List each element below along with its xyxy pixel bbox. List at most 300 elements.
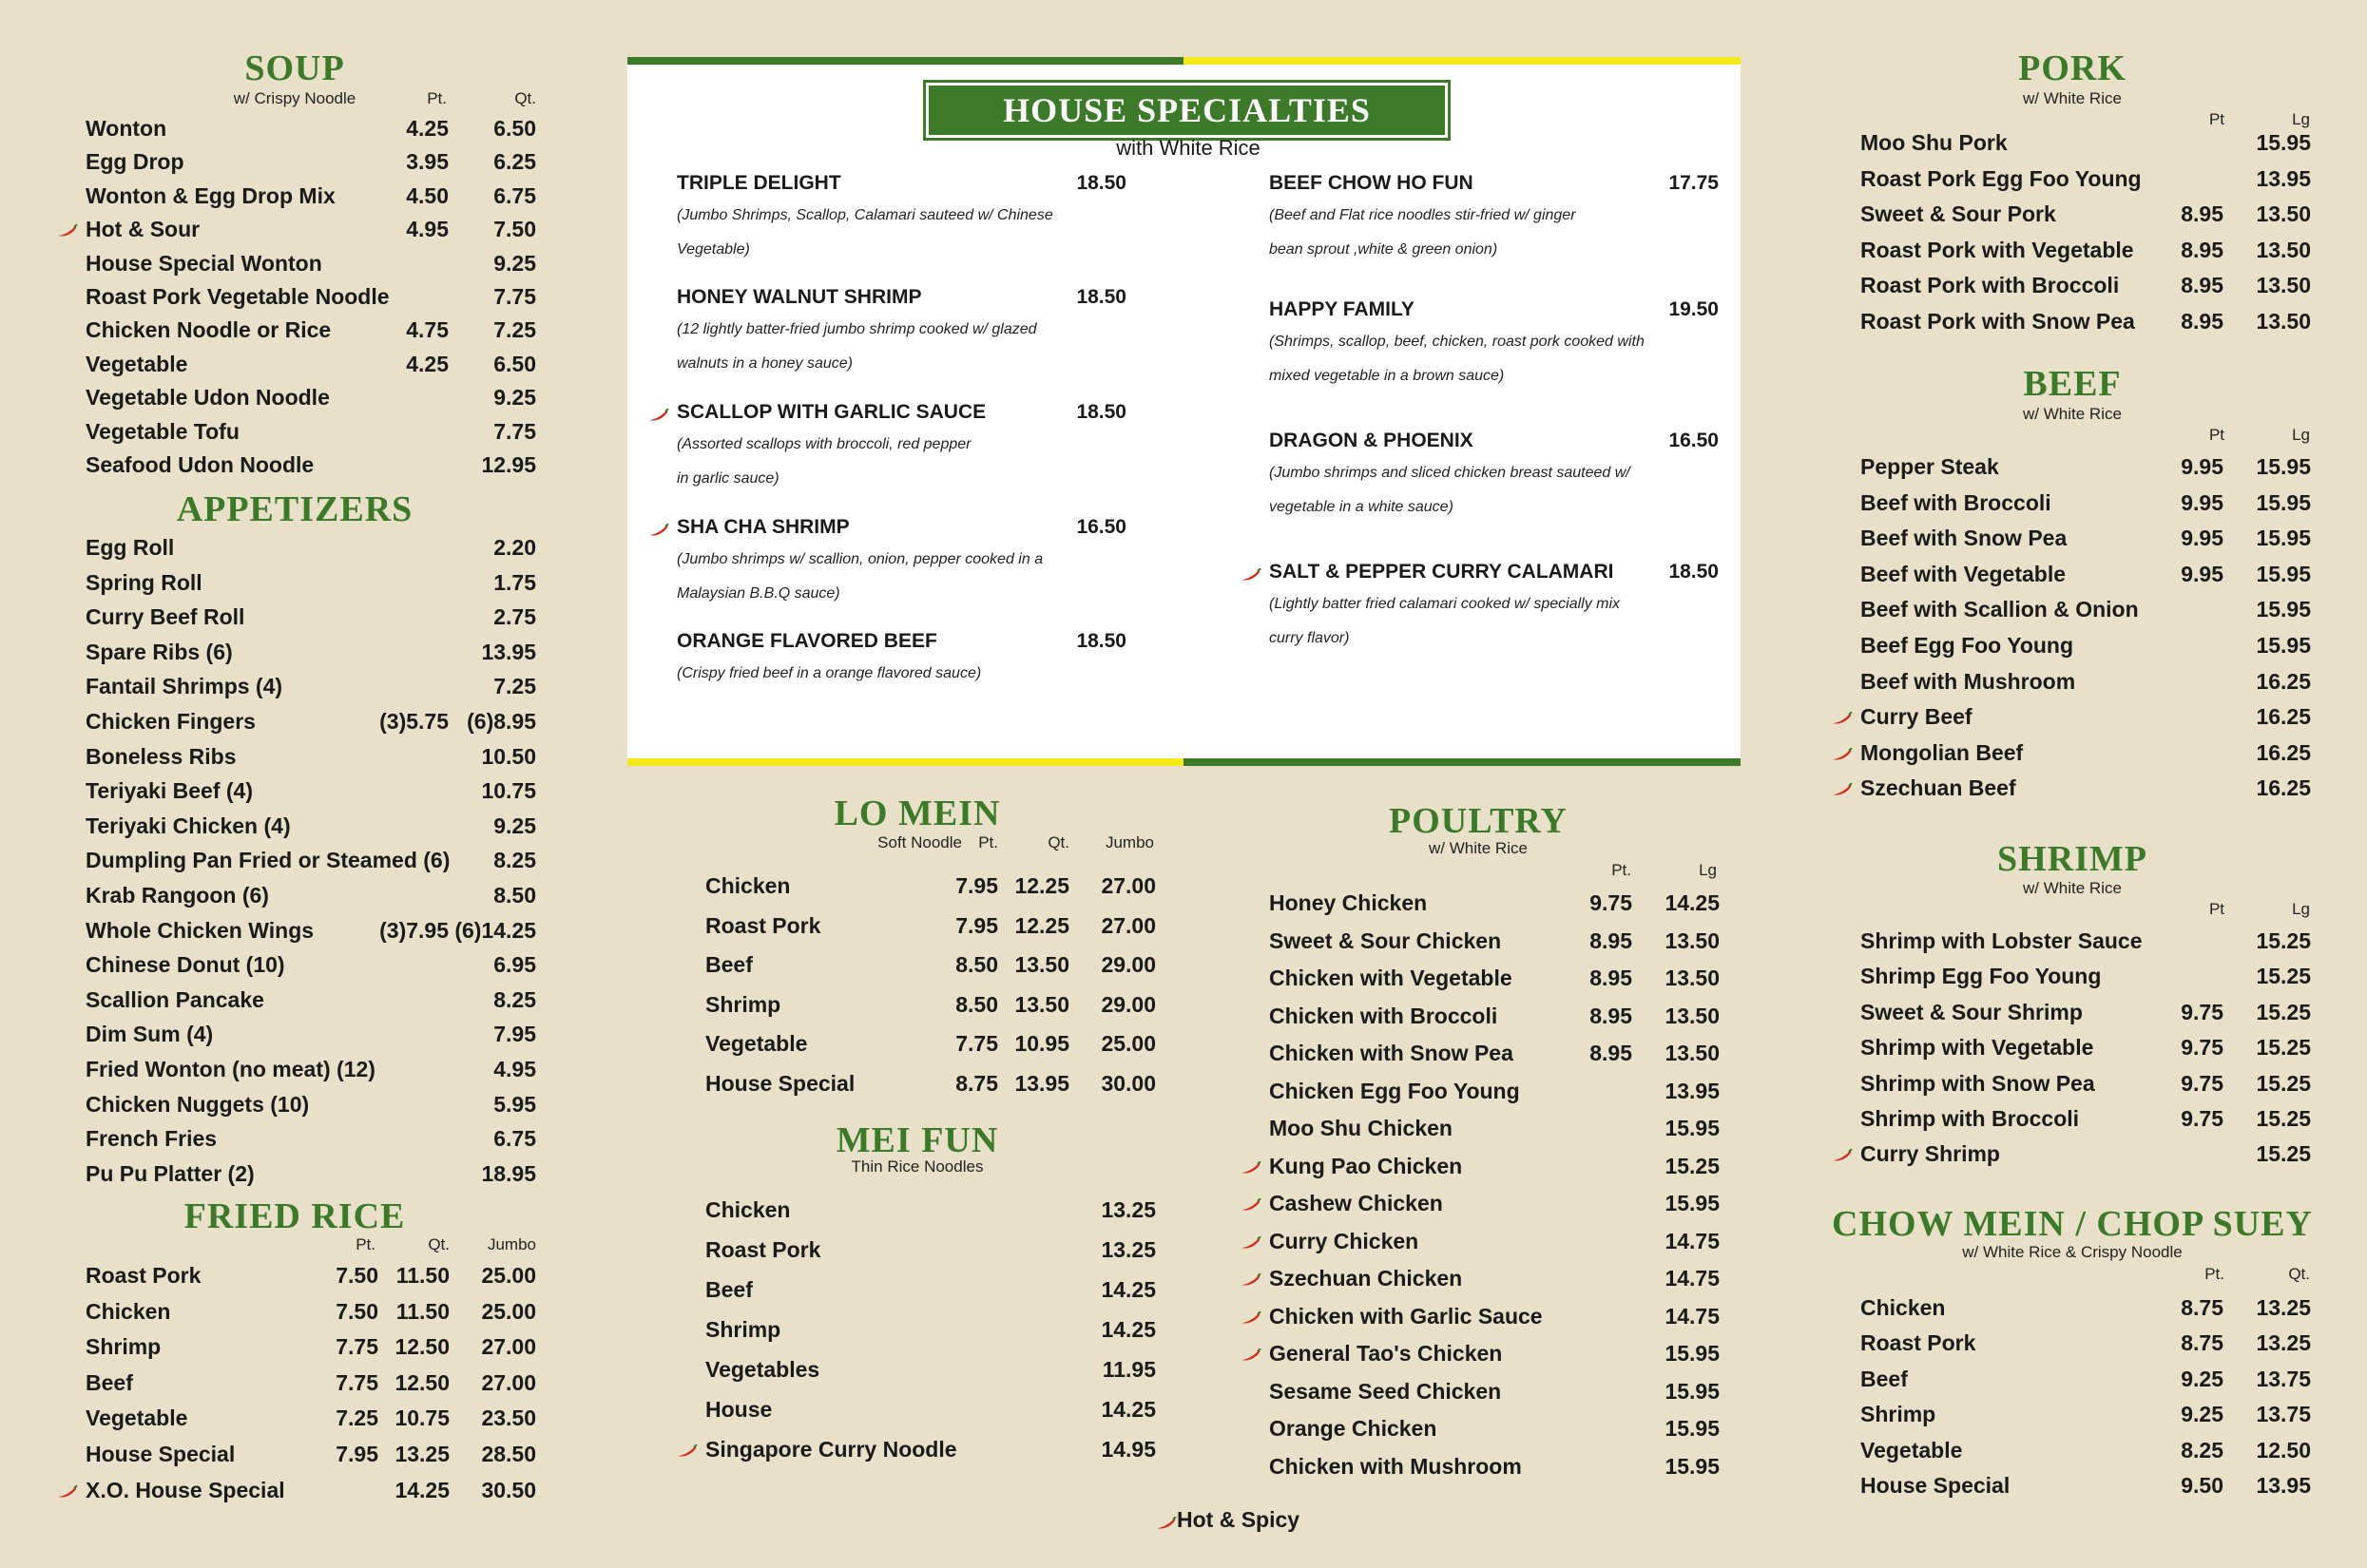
item-name: Vegetables — [705, 1357, 820, 1382]
item-name: Chicken Fingers — [86, 709, 256, 734]
specialty-description: (Jumbo Shrimps, Scallop, Calamari sauteed w/ Chinese — [677, 207, 1053, 223]
item-price: 14.75 — [1665, 1266, 1720, 1291]
item-price: 12.95 — [481, 452, 536, 477]
item-price: 15.25 — [2256, 1141, 2311, 1167]
item-price: 23.50 — [481, 1405, 536, 1431]
item-price: 9.95 — [2181, 454, 2223, 479]
item-name: Scallion Pancake — [86, 986, 264, 1012]
item-price: 29.00 — [1101, 952, 1156, 978]
beef-item — [1860, 740, 2311, 773]
item-price: 4.95 — [406, 217, 449, 242]
item-price: 13.95 — [1014, 1071, 1069, 1096]
item-price: 13.50 — [2256, 308, 2311, 334]
item-name: Wonton — [86, 116, 167, 141]
specialty-price: 18.50 — [1076, 286, 1126, 308]
item-price: 12.50 — [2256, 1437, 2311, 1463]
specialty-name: HONEY WALNUT SHRIMP — [677, 286, 922, 308]
shrimp-item — [1860, 1035, 2311, 1067]
hs-bottom-bar-green — [1184, 758, 1741, 766]
item-price: 11.50 — [395, 1298, 450, 1324]
item-name: X.O. House Special — [86, 1477, 285, 1502]
hs-top-bar-green — [627, 57, 1184, 65]
item-price: 13.50 — [2256, 273, 2311, 297]
item-name: Beef with Snow Pea — [1860, 526, 2068, 551]
item-price: 9.95 — [2181, 489, 2223, 515]
item-name: Shrimp with Snow Pea — [1860, 1070, 2095, 1096]
item-price: 14.25 — [1101, 1397, 1156, 1422]
soup-item — [86, 251, 536, 283]
item-name: Sweet & Sour Pork — [1860, 201, 2056, 226]
mei-fun-item — [705, 1397, 1156, 1429]
fried-rice-col-jumbo: Jumbo — [487, 1235, 536, 1253]
appetizers-title: APPETIZERS — [176, 489, 414, 529]
mei-fun-title: MEI FUN — [836, 1120, 999, 1160]
item-price: 13.25 — [1101, 1237, 1156, 1262]
item-name: Chinese Donut (10) — [86, 952, 285, 978]
item-price: 9.50 — [2181, 1473, 2223, 1498]
chow-mein-col-qt: Qt. — [2288, 1265, 2310, 1283]
item-price: 6.50 — [493, 116, 536, 141]
item-price: 7.75 — [336, 1334, 378, 1360]
specialty-description: (Jumbo shrimps and sliced chicken breast sauteed w/ — [1269, 465, 1630, 481]
soup-item — [86, 452, 536, 485]
item-name: Vegetable Udon Noodle — [86, 385, 330, 411]
item-price: 15.95 — [2256, 489, 2311, 515]
item-name: Spring Roll — [86, 569, 202, 595]
item-name: Roast Pork — [86, 1263, 202, 1288]
item-price: 9.25 — [2181, 1402, 2223, 1427]
item-price: 15.95 — [2256, 561, 2311, 586]
item-price: 10.75 — [394, 1405, 450, 1431]
chow-mein-col-pt: Pt. — [2204, 1265, 2224, 1283]
item-price: 11.50 — [395, 1263, 450, 1288]
item-price: 8.25 — [493, 848, 536, 873]
poultry-item — [1269, 1416, 1720, 1448]
item-price: 5.95 — [493, 1091, 536, 1117]
specialty-name: SALT & PEPPER CURRY CALAMARI — [1269, 561, 1614, 583]
item-price: 25.00 — [481, 1298, 536, 1324]
item-price: 15.95 — [1665, 1378, 1720, 1404]
specialty-name: BEEF CHOW HO FUN — [1269, 172, 1473, 194]
item-name: Curry Beef — [1860, 704, 1972, 730]
item-name: Curry Shrimp — [1860, 1141, 2000, 1167]
item-price: 9.25 — [493, 813, 536, 838]
item-name: Sweet & Sour Shrimp — [1860, 999, 2083, 1024]
poultry-col-pt: Pt. — [1611, 861, 1631, 879]
poultry-item — [1269, 1191, 1720, 1223]
item-price: 9.25 — [493, 385, 536, 411]
chow-mein-item — [1860, 1402, 2311, 1434]
item-name: Vegetable — [86, 1405, 188, 1431]
pork-item — [1860, 130, 2311, 163]
item-name: Whole Chicken Wings — [86, 917, 315, 943]
item-price: 10.75 — [481, 778, 536, 804]
item-name: Chicken Nuggets (10) — [86, 1091, 310, 1117]
pork-item — [1860, 273, 2311, 305]
house-specialties-title: HOUSE SPECIALTIES — [923, 80, 1451, 141]
fried-rice-item — [86, 1370, 536, 1403]
soup-col-pt: Pt. — [427, 89, 447, 107]
specialty-item — [677, 172, 1126, 277]
item-price: 13.50 — [2256, 237, 2311, 262]
item-name: Vegetable — [1860, 1437, 1963, 1463]
item-price: 8.75 — [955, 1071, 998, 1096]
item-name: Pepper Steak — [1860, 454, 1999, 479]
item-name: House — [705, 1397, 773, 1422]
specialty-item — [677, 516, 1126, 621]
appetizer-item — [86, 674, 536, 706]
item-price: 13.50 — [1014, 952, 1069, 978]
item-price: 9.75 — [2181, 1035, 2223, 1061]
hs-top-bar-yellow — [1184, 57, 1741, 65]
lo-mein-title: LO MEIN — [834, 794, 1001, 833]
item-name: Roast Pork — [705, 1237, 821, 1262]
appetizer-item — [86, 848, 536, 880]
item-name: Orange Chicken — [1269, 1416, 1437, 1441]
specialty-price: 18.50 — [1076, 630, 1126, 652]
item-price: 7.75 — [493, 418, 536, 444]
item-price: 8.75 — [2181, 1295, 2223, 1320]
item-name: Spare Ribs (6) — [86, 639, 233, 664]
specialty-item — [1269, 298, 1719, 403]
item-name: Shrimp with Broccoli — [1860, 1106, 2080, 1131]
fried-rice-item — [86, 1299, 536, 1331]
item-price: 14.75 — [1665, 1228, 1720, 1253]
specialty-description: in garlic sauce) — [677, 470, 779, 487]
beef-item — [1860, 633, 2311, 665]
chili-pepper-icon — [1241, 1311, 1261, 1325]
item-price: 13.25 — [2256, 1330, 2311, 1356]
item-name: Beef with Mushroom — [1860, 668, 2076, 694]
specialty-price: 18.50 — [1668, 561, 1719, 583]
item-price: 27.00 — [481, 1334, 536, 1360]
item-price: 9.95 — [2181, 561, 2223, 586]
item-price: 7.75 — [955, 1031, 998, 1057]
chili-pepper-icon — [1241, 1348, 1261, 1362]
item-name: Curry Beef Roll — [86, 604, 245, 630]
appetizer-item — [86, 604, 536, 637]
item-name: Wonton & Egg Drop Mix — [86, 182, 336, 208]
chili-pepper-icon — [1832, 748, 1853, 761]
lo-mein-col-qt: Qt. — [1048, 833, 1069, 851]
item-price: 9.75 — [1589, 890, 1632, 915]
item-price: 12.50 — [394, 1334, 450, 1360]
specialty-description: Vegetable) — [677, 241, 750, 258]
fried-rice-item — [86, 1442, 536, 1474]
item-price: 15.25 — [2256, 964, 2311, 989]
beef-col-pt: Pt — [2208, 426, 2224, 444]
item-price: 7.95 — [493, 1022, 536, 1047]
appetizer-item — [86, 987, 536, 1020]
appetizer-item — [86, 883, 536, 915]
item-price: 8.95 — [1589, 927, 1632, 953]
specialty-name: SCALLOP WITH GARLIC SAUCE — [677, 401, 987, 423]
lo-mein-item — [705, 913, 1156, 946]
item-name: Chicken — [1860, 1295, 1946, 1320]
shrimp-item — [1860, 964, 2311, 996]
hot-spicy-legend: Hot & Spicy — [1177, 1507, 1300, 1532]
item-name: Roast Pork with Broccoli — [1860, 273, 2120, 297]
fried-rice-title: FRIED RICE — [183, 1196, 406, 1236]
item-name: Sweet & Sour Chicken — [1269, 927, 1502, 953]
lo-mein-col-jumbo: Jumbo — [1105, 833, 1154, 851]
item-name: French Fries — [86, 1126, 218, 1152]
item-name: Krab Rangoon (6) — [86, 883, 269, 908]
beef-title: BEEF — [2023, 364, 2122, 404]
item-name: Shrimp — [705, 1317, 781, 1342]
item-price: 15.95 — [2256, 526, 2311, 551]
item-name: Chicken with Vegetable — [1269, 966, 1512, 990]
item-name: Szechuan Beef — [1860, 775, 2016, 801]
lo-mein-item — [705, 1031, 1156, 1063]
poultry-item — [1269, 1341, 1720, 1373]
item-name: Vegetable — [86, 351, 188, 376]
chili-pepper-icon — [57, 224, 78, 238]
lo-mein-subtitle: Soft Noodle — [877, 833, 962, 851]
item-price: 15.25 — [2256, 999, 2311, 1024]
poultry-item — [1269, 1154, 1720, 1186]
mei-fun-subtitle: Thin Rice Noodles — [851, 1157, 984, 1176]
item-price: 13.50 — [2256, 201, 2311, 226]
item-price: 30.50 — [481, 1477, 536, 1502]
item-price: 14.25 — [1101, 1317, 1156, 1342]
poultry-item — [1269, 1004, 1720, 1036]
item-name: Boneless Ribs — [86, 743, 237, 769]
chili-pepper-icon — [1241, 568, 1261, 582]
chow-mein-item — [1860, 1295, 2311, 1328]
fried-rice-item — [86, 1334, 536, 1367]
specialty-name: DRAGON & PHOENIX — [1269, 430, 1473, 451]
item-price: 10.95 — [1014, 1031, 1069, 1057]
chili-pepper-icon — [648, 524, 669, 537]
item-price: (3)7.95 — [379, 917, 449, 943]
pork-subtitle: w/ White Rice — [2023, 89, 2122, 107]
item-name: Teriyaki Chicken (4) — [86, 813, 291, 838]
poultry-item — [1269, 928, 1720, 961]
mei-fun-item — [705, 1237, 1156, 1270]
item-price: 8.95 — [1589, 1041, 1632, 1065]
item-name: Beef — [705, 952, 753, 978]
item-price: 4.50 — [406, 182, 449, 208]
soup-item — [86, 284, 536, 316]
item-name: Beef — [86, 1369, 133, 1395]
pork-item — [1860, 166, 2311, 199]
chili-pepper-icon — [1241, 1236, 1261, 1250]
specialty-name: ORANGE FLAVORED BEEF — [677, 630, 937, 652]
item-name: Teriyaki Beef (4) — [86, 778, 253, 804]
specialty-description: (Beef and Flat rice noodles stir-fried w/ ginger — [1269, 207, 1576, 223]
item-price: 9.75 — [2181, 1070, 2223, 1096]
item-price: 13.95 — [2256, 1473, 2311, 1498]
item-name: Chicken — [705, 873, 791, 898]
item-price: 15.95 — [1665, 1116, 1720, 1140]
item-price: 15.25 — [2256, 1106, 2311, 1131]
chili-pepper-icon — [1241, 1198, 1261, 1212]
item-price: 6.75 — [493, 182, 536, 208]
item-price: 8.75 — [2181, 1330, 2223, 1356]
item-price: (6)8.95 — [467, 709, 536, 734]
specialty-description: (Assorted scallops with broccoli, red pepper — [677, 436, 972, 452]
item-name: Roast Pork Vegetable Noodle — [86, 284, 390, 309]
beef-item — [1860, 597, 2311, 629]
specialty-description: curry flavor) — [1269, 630, 1350, 646]
item-price: 27.00 — [481, 1369, 536, 1395]
shrimp-item — [1860, 1141, 2311, 1174]
item-name: Fried Wonton (no meat) (12) — [86, 1057, 375, 1081]
item-price: 13.95 — [481, 639, 536, 664]
specialty-description: Malaysian B.B.Q sauce) — [677, 585, 840, 602]
item-name: Singapore Curry Noodle — [705, 1437, 957, 1462]
item-price: 4.25 — [406, 116, 449, 141]
beef-item — [1860, 775, 2311, 808]
item-price: 6.50 — [493, 351, 536, 376]
soup-subtitle: w/ Crispy Noodle — [233, 89, 356, 107]
soup-item — [86, 116, 536, 148]
hs-bottom-bar-yellow — [627, 758, 1184, 766]
item-price: 9.75 — [2181, 1106, 2223, 1131]
item-price: 9.25 — [2181, 1366, 2223, 1391]
shrimp-item — [1860, 1000, 2311, 1032]
item-price: 7.95 — [955, 873, 998, 898]
item-name: Seafood Udon Noodle — [86, 452, 315, 477]
item-price: 4.75 — [406, 317, 449, 343]
poultry-item — [1269, 1266, 1720, 1298]
shrimp-item — [1860, 928, 2311, 961]
item-name: Moo Shu Pork — [1860, 130, 2008, 155]
item-name: Chicken — [705, 1197, 791, 1222]
mei-fun-item — [705, 1277, 1156, 1310]
chili-pepper-icon — [677, 1444, 698, 1458]
specialty-description: (12 lightly batter-fried jumbo shrimp cooked w/ glazed — [677, 321, 1037, 337]
item-name: General Tao's Chicken — [1269, 1341, 1503, 1366]
soup-title: SOUP — [244, 48, 345, 88]
item-price: 1.75 — [493, 569, 536, 595]
item-name: Egg Drop — [86, 149, 184, 175]
specialty-price: 16.50 — [1668, 430, 1719, 451]
item-name: Chicken Noodle or Rice — [86, 317, 332, 343]
item-price: 14.25 — [1101, 1277, 1156, 1302]
poultry-item — [1269, 890, 1720, 923]
item-name: House Special — [1860, 1473, 2011, 1498]
item-price: 2.75 — [493, 604, 536, 630]
poultry-col-lg: Lg — [1699, 861, 1717, 879]
appetizer-item — [86, 1057, 536, 1089]
chili-pepper-icon — [1156, 1517, 1177, 1530]
item-price: 4.25 — [406, 351, 449, 376]
chili-pepper-icon — [1241, 1273, 1261, 1287]
lo-mein-item — [705, 1071, 1156, 1103]
poultry-item — [1269, 1229, 1720, 1261]
pork-col-lg: Lg — [2292, 110, 2310, 128]
item-name: Vegetable — [705, 1031, 808, 1057]
appetizer-item — [86, 570, 536, 602]
fried-rice-item — [86, 1405, 536, 1438]
item-price: 16.25 — [2256, 668, 2311, 694]
shrimp-subtitle: w/ White Rice — [2023, 879, 2122, 897]
item-price: 7.95 — [955, 912, 998, 938]
pork-title: PORK — [2018, 48, 2126, 88]
item-price: 7.25 — [493, 674, 536, 699]
specialty-price: 17.75 — [1668, 172, 1719, 194]
item-name: Chicken — [86, 1298, 171, 1324]
item-name: Szechuan Chicken — [1269, 1266, 1463, 1291]
item-price: 8.25 — [2181, 1437, 2223, 1463]
item-name: Mongolian Beef — [1860, 739, 2024, 765]
specialty-description: (Lightly batter fried calamari cooked w/ specially mix — [1269, 596, 1621, 612]
item-price: 9.95 — [2181, 526, 2223, 551]
item-name: Sesame Seed Chicken — [1269, 1378, 1502, 1404]
item-name: Moo Shu Chicken — [1269, 1116, 1453, 1140]
item-name: Kung Pao Chicken — [1269, 1153, 1463, 1178]
item-name: Roast Pork with Snow Pea — [1860, 308, 2135, 334]
poultry-item — [1269, 1379, 1720, 1411]
lo-mein-item — [705, 873, 1156, 906]
appetizer-item — [86, 1022, 536, 1054]
item-name: Shrimp — [1860, 1402, 1936, 1427]
item-price: 29.00 — [1101, 991, 1156, 1017]
item-name: Dumpling Pan Fried or Steamed (6) — [86, 848, 451, 873]
appetizer-item — [86, 1161, 536, 1194]
poultry-item — [1269, 1454, 1720, 1486]
item-price: 13.25 — [1101, 1197, 1156, 1222]
item-price: 8.95 — [2181, 237, 2223, 262]
item-name: Honey Chicken — [1269, 890, 1428, 915]
item-name: Roast Pork — [705, 912, 821, 938]
item-name: Chicken with Snow Pea — [1269, 1041, 1513, 1065]
soup-item — [86, 183, 536, 216]
soup-item — [86, 385, 536, 417]
appetizer-item — [86, 744, 536, 776]
shrimp-item — [1860, 1071, 2311, 1103]
appetizer-item — [86, 918, 536, 950]
appetizer-item — [86, 535, 536, 567]
item-price: 16.25 — [2256, 704, 2311, 730]
beef-item — [1860, 704, 2311, 736]
item-price: 28.50 — [481, 1442, 536, 1466]
item-name: Curry Chicken — [1269, 1228, 1419, 1253]
item-name: Shrimp with Vegetable — [1860, 1035, 2094, 1061]
pork-item — [1860, 201, 2311, 234]
item-price: 13.50 — [1665, 927, 1720, 953]
item-price: 8.50 — [955, 991, 998, 1017]
item-price: 15.25 — [2256, 1070, 2311, 1096]
item-price: 7.75 — [493, 284, 536, 309]
item-price: 15.95 — [2256, 130, 2311, 155]
specialty-name: SHA CHA SHRIMP — [677, 516, 850, 538]
house-specialties-subtitle: with White Rice — [1116, 136, 1260, 160]
specialty-description: walnuts in a honey sauce) — [677, 355, 853, 372]
item-price: 27.00 — [1101, 873, 1156, 898]
specialty-item — [677, 286, 1126, 391]
item-name: Cashew Chicken — [1269, 1191, 1443, 1215]
item-name: Beef Egg Foo Young — [1860, 633, 2074, 658]
beef-item — [1860, 562, 2311, 594]
poultry-item — [1269, 1304, 1720, 1336]
soup-item — [86, 317, 536, 350]
item-name: Beef — [705, 1277, 753, 1302]
lo-mein-col-pt: Pt. — [978, 833, 998, 851]
chili-pepper-icon — [1832, 1149, 1853, 1162]
chow-mein-subtitle: w/ White Rice & Crispy Noodle — [1962, 1243, 2183, 1261]
chili-pepper-icon — [57, 1485, 78, 1499]
item-price: 13.75 — [2256, 1366, 2311, 1391]
soup-item — [86, 352, 536, 384]
item-name: Beef with Vegetable — [1860, 561, 2067, 586]
item-name: Egg Roll — [86, 535, 175, 560]
item-price: 15.95 — [1665, 1191, 1720, 1215]
specialty-description: vegetable in a white sauce) — [1269, 499, 1453, 515]
shrimp-col-pt: Pt — [2208, 900, 2224, 918]
